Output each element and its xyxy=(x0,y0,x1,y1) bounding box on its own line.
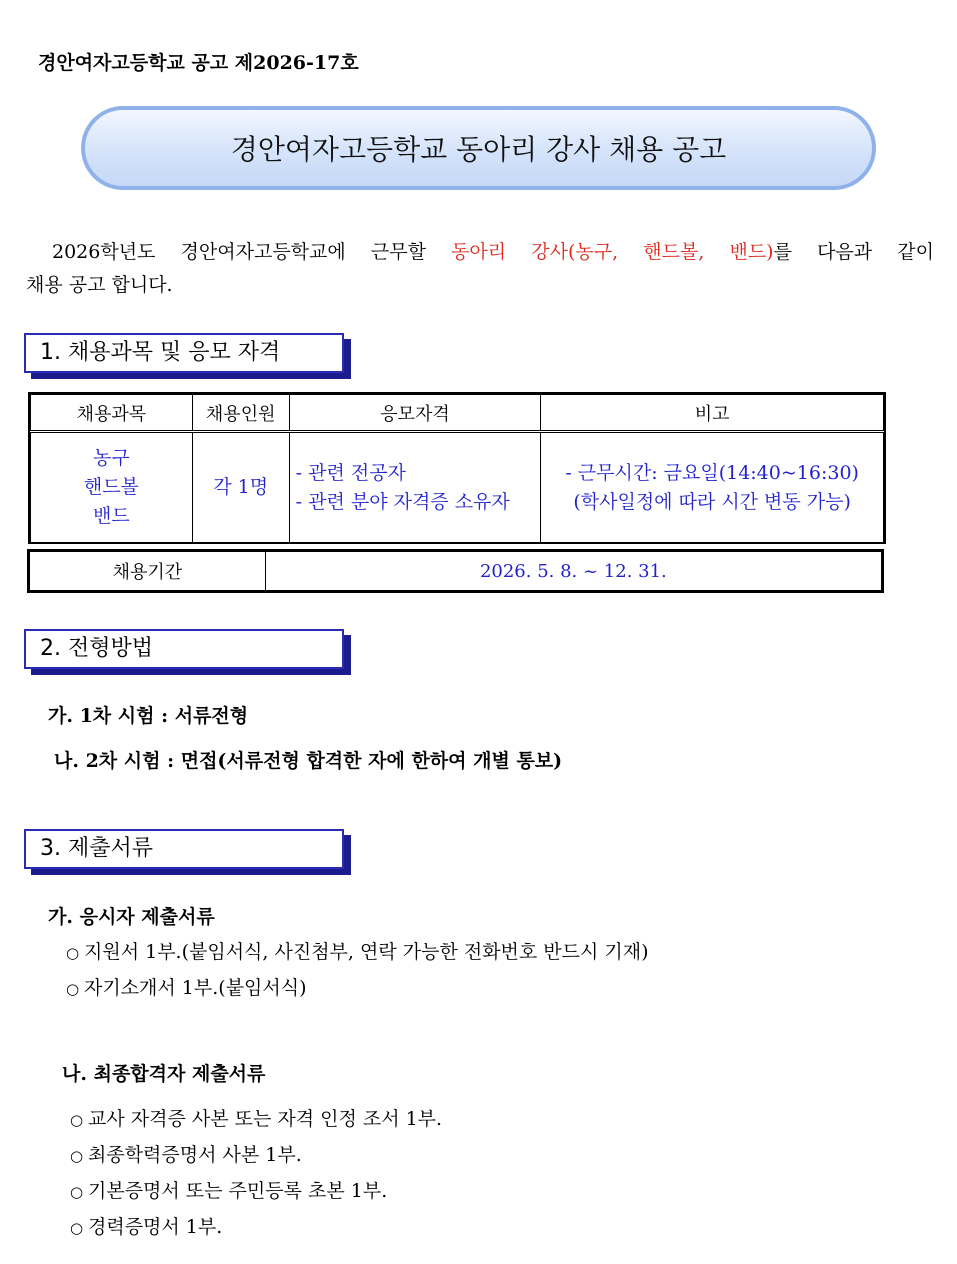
header-subject: 채용과목 xyxy=(31,395,193,432)
subject-item: 핸드볼 xyxy=(83,476,139,498)
period-table xyxy=(29,551,882,591)
applicant-docs-title: 가. 응시자 제출서류 xyxy=(48,906,215,928)
final-docs-title: 나. 최종합격자 제출서류 xyxy=(62,1063,266,1085)
section-2-heading: 2. 전형방법 xyxy=(24,629,344,669)
intro-text: 2026학년도 경안여자고등학교에 근무할 xyxy=(52,241,452,263)
bullet-icon: ○ xyxy=(70,1183,84,1201)
list-item xyxy=(66,973,307,1000)
subjects-cell xyxy=(31,432,193,543)
remark-item: (학사일정에 따라 시간 변동 가능) xyxy=(573,490,851,513)
remark-item: - 근무시간: 금요일(14:40~16:30) xyxy=(565,461,859,484)
section-3-heading: 3. 제출서류 xyxy=(24,829,344,869)
screening-step-2: 나. 2차 시험 : 면접(서류전형 합격한 자에 한하여 개별 통보) xyxy=(54,750,563,772)
list-item xyxy=(70,1104,442,1131)
bullet-icon: ○ xyxy=(70,1219,84,1237)
bullet-icon: ○ xyxy=(66,944,80,962)
bullet-icon: ○ xyxy=(70,1147,84,1165)
intro-paragraph xyxy=(26,236,934,302)
qualification-cell xyxy=(289,432,541,543)
header-remarks: 비고 xyxy=(541,395,884,432)
title-banner xyxy=(81,106,876,190)
intro-line-2: 채용 공고 합니다. xyxy=(26,274,173,296)
section-1-heading: 1. 채용과목 및 응모 자격 xyxy=(24,333,344,373)
table-row xyxy=(31,432,884,543)
list-item-text: 교사 자격증 사본 또는 자격 인정 조서 1부. xyxy=(88,1108,443,1130)
list-item xyxy=(70,1176,387,1203)
period-label: 채용기간 xyxy=(30,552,266,591)
screening-step-1: 가. 1차 시험 : 서류전형 xyxy=(48,705,249,727)
intro-highlight: 동아리 강사(농구, 핸드볼, 밴드) xyxy=(451,241,774,263)
page-title: 경안여자고등학교 동아리 강사 채용 공고 xyxy=(230,133,727,166)
list-item-text: 경력증명서 1부. xyxy=(88,1216,223,1238)
notice-number: 경안여자고등학교 공고 제2026-17호 xyxy=(38,52,359,74)
list-item-text: 지원서 1부.(붙임서식, 사진첨부, 연락 가능한 전화번호 반드시 기재) xyxy=(84,941,649,963)
list-item-text: 기본증명서 또는 주민등록 초본 1부. xyxy=(88,1180,388,1202)
list-item-text: 최종학력증명서 사본 1부. xyxy=(88,1144,302,1166)
list-item xyxy=(70,1140,302,1167)
subject-item: 밴드 xyxy=(93,505,130,527)
bullet-icon: ○ xyxy=(66,980,80,998)
intro-text-end: 를 다음과 같이 xyxy=(773,241,934,263)
qualification-item: - 관련 전공자 xyxy=(295,461,406,484)
table-header-row xyxy=(31,395,884,432)
intro-line-1 xyxy=(26,236,934,269)
header-qualification: 응모자격 xyxy=(289,395,541,432)
qualification-table xyxy=(30,394,884,543)
bullet-icon: ○ xyxy=(70,1111,84,1129)
qualification-item: - 관련 분야 자격증 소유자 xyxy=(295,490,510,513)
subject-item: 농구 xyxy=(93,447,130,469)
list-item xyxy=(70,1212,222,1239)
list-item-text: 자기소개서 1부.(붙임서식) xyxy=(84,977,307,999)
headcount-cell: 각 1명 xyxy=(192,432,289,543)
period-value: 2026. 5. 8. ~ 12. 31. xyxy=(265,552,881,591)
header-headcount: 채용인원 xyxy=(192,395,289,432)
remarks-cell xyxy=(541,432,884,543)
list-item xyxy=(66,937,649,964)
